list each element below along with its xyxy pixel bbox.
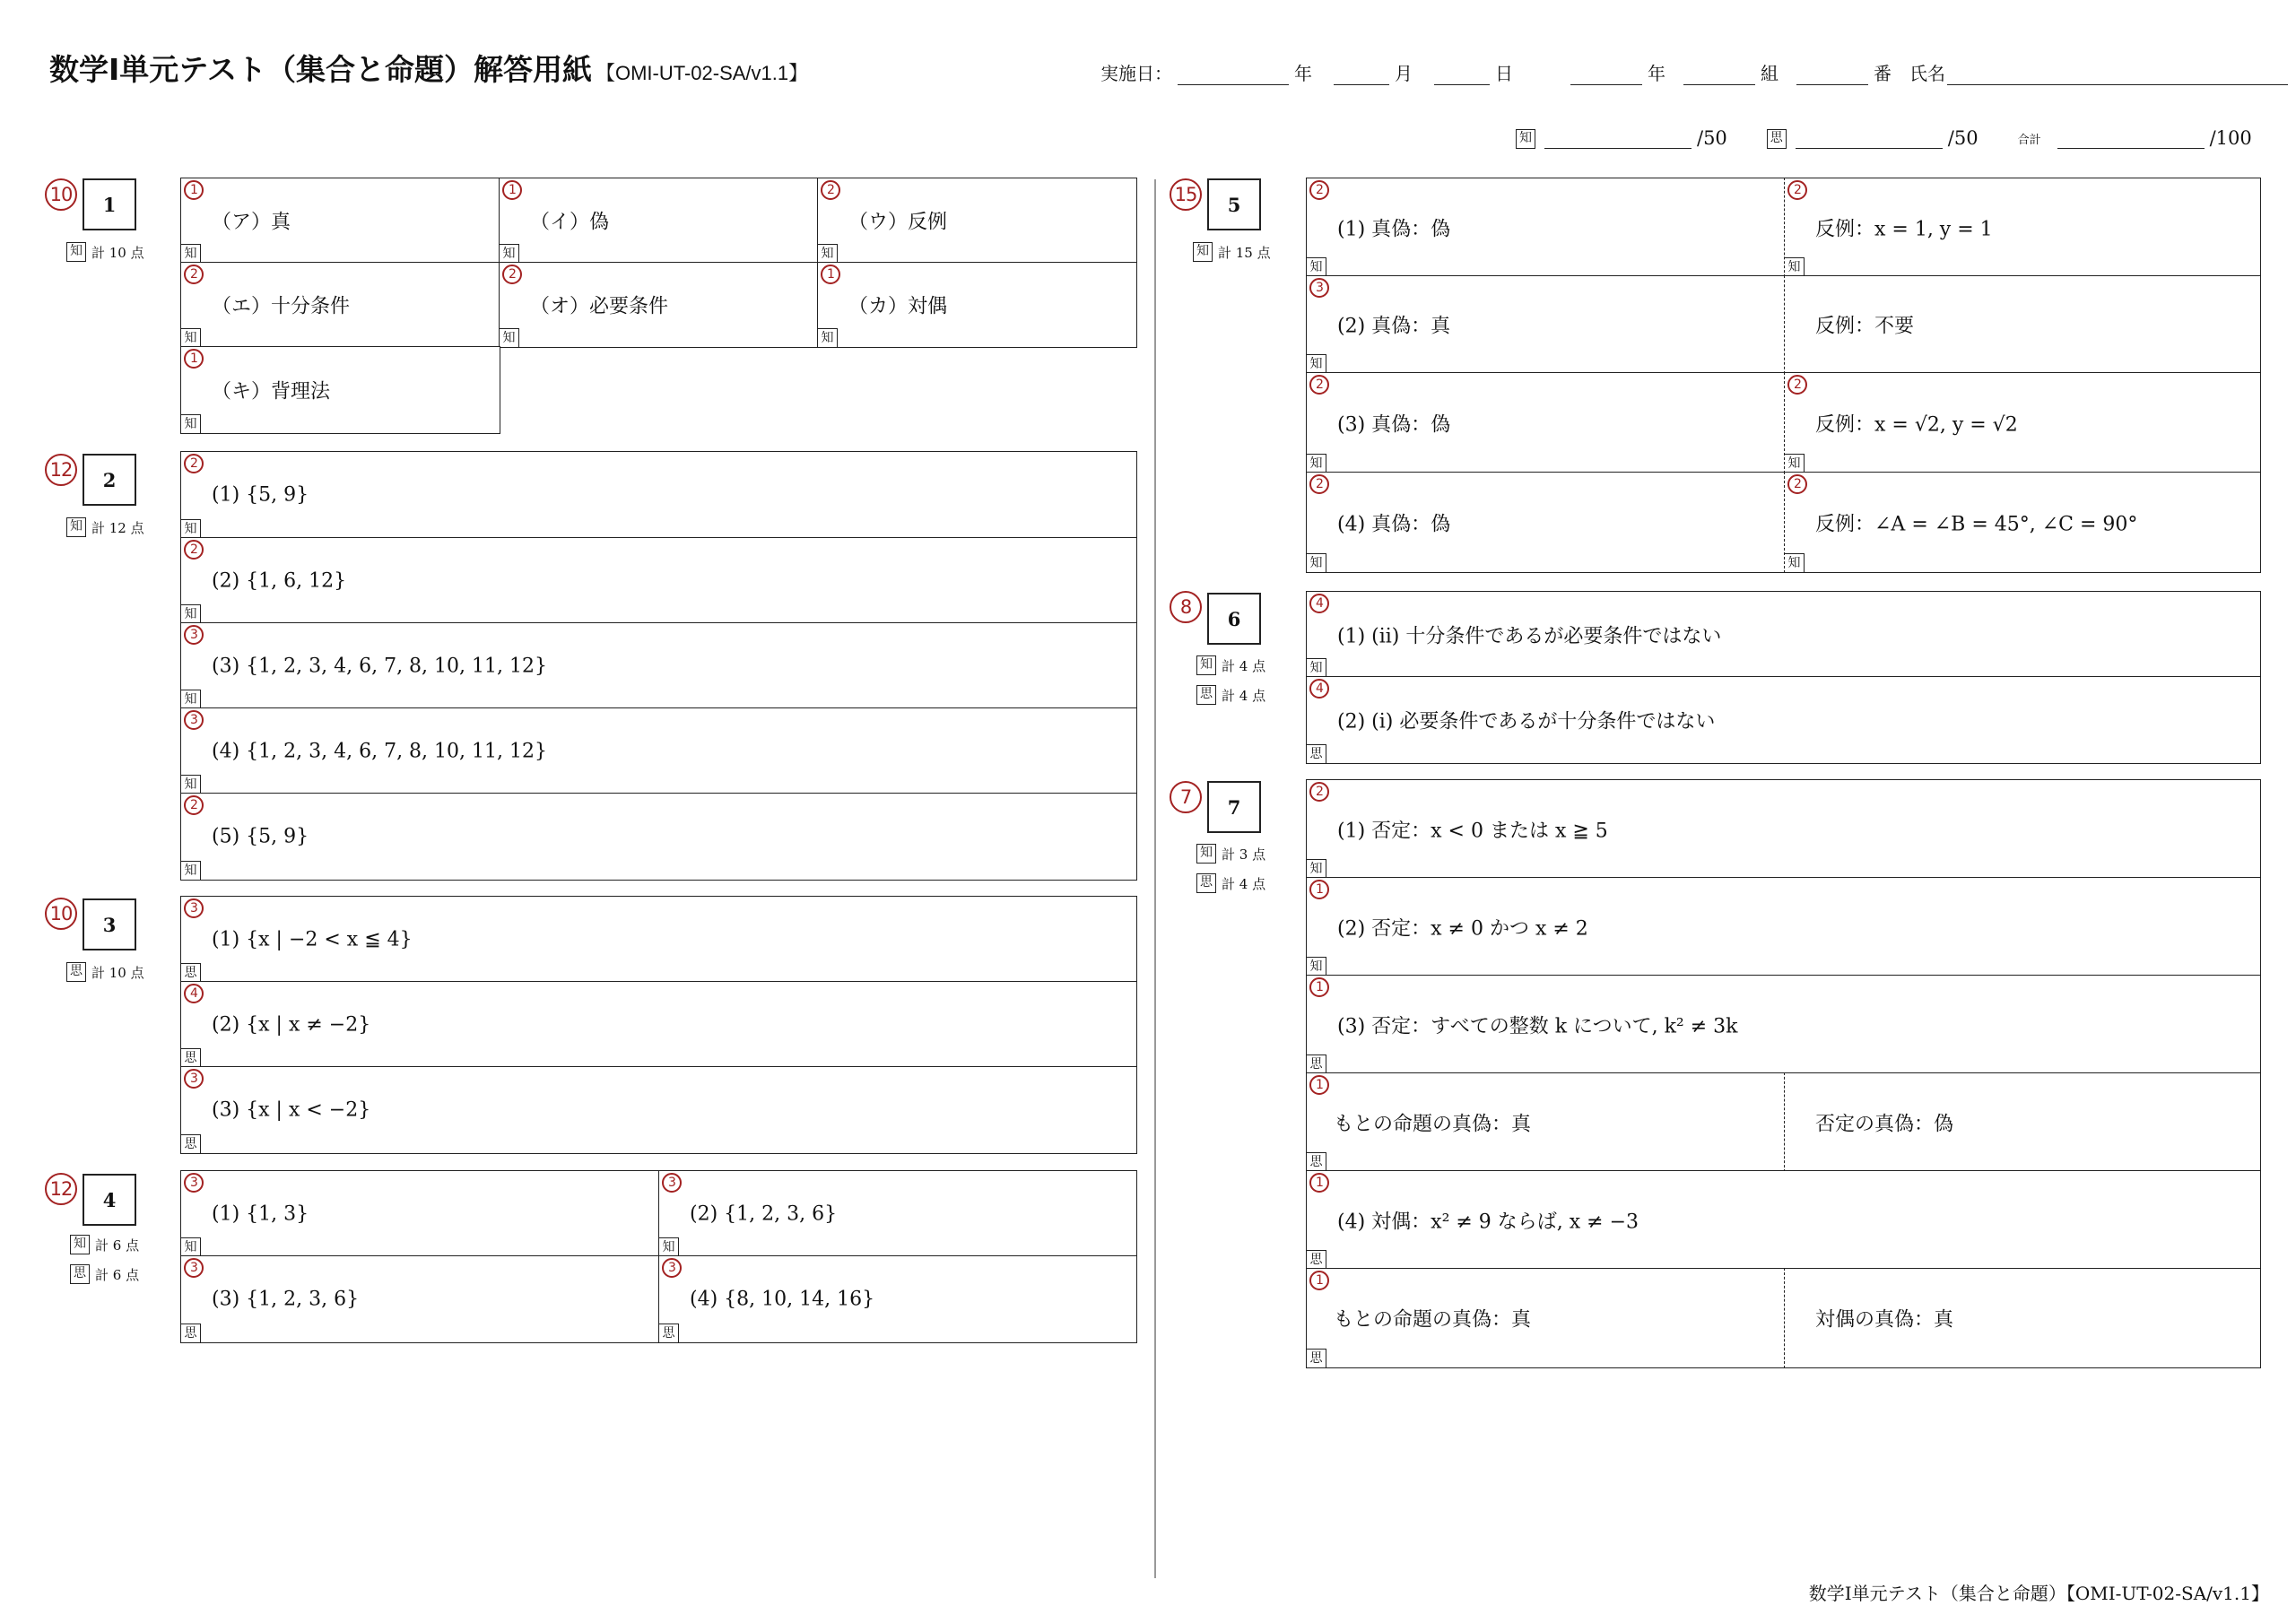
q3-points: 10 xyxy=(45,898,77,930)
points-circle: 3 xyxy=(184,1173,204,1193)
answer-text: 反例：x = √2, y = √2 xyxy=(1815,413,2018,436)
points-circle: 1 xyxy=(1309,1271,1329,1290)
q4-total-shi-label: 計 6 点 xyxy=(95,1266,140,1283)
grade-year-field[interactable] xyxy=(1570,65,1642,85)
q3-number: 3 xyxy=(83,898,136,950)
shi-tag: 思 xyxy=(659,1324,679,1342)
q6-total-ki-label: 計 4 点 xyxy=(1222,657,1266,674)
date-month-field[interactable] xyxy=(1334,65,1389,85)
shi-mark: 思 xyxy=(1767,129,1787,149)
answer-text: (4) {8, 10, 14, 16} xyxy=(690,1288,875,1311)
answer-text: （ウ）反例 xyxy=(848,211,948,234)
shi-mark: 思 xyxy=(70,1264,90,1284)
answer-text: (1) {1, 3} xyxy=(212,1202,309,1225)
ki-mark: 知 xyxy=(1193,242,1213,262)
answer-text: (1) {x | −2 < x ≦ 4} xyxy=(212,928,413,950)
points-circle: 3 xyxy=(184,898,204,918)
shi-tag: 思 xyxy=(1307,1152,1326,1171)
points-circle: 2 xyxy=(1309,180,1329,200)
ki-tag: 知 xyxy=(181,690,201,708)
q4-total-ki xyxy=(70,1235,139,1254)
ki-tag: 知 xyxy=(181,604,201,623)
grade-year-label: 年 xyxy=(1648,63,1665,84)
q3-answer-1[interactable] xyxy=(180,896,1137,983)
ki-mark: 知 xyxy=(1196,655,1216,675)
ki-tag: 知 xyxy=(1307,957,1326,976)
shi-mark: 思 xyxy=(66,962,86,982)
q5-counterexample-2[interactable] xyxy=(1784,275,2261,374)
q2-answer-4[interactable] xyxy=(180,707,1137,794)
ki-tag: 知 xyxy=(181,414,201,433)
day-label: 日 xyxy=(1495,63,1513,84)
date-label: 実施日： xyxy=(1100,63,1172,84)
answer-text: (1) 否定：x < 0 または x ≧ 5 xyxy=(1337,820,1608,842)
number-field[interactable] xyxy=(1796,65,1868,85)
q6-points: 8 xyxy=(1170,591,1202,623)
q1-answer-ka[interactable] xyxy=(817,262,1137,348)
q3-answer-2[interactable] xyxy=(180,981,1137,1068)
points-circle: 3 xyxy=(1309,278,1329,298)
shi-tag: 思 xyxy=(181,1048,201,1067)
q2-points: 12 xyxy=(45,454,77,486)
header-fields xyxy=(1100,59,2288,85)
q1-answer-u[interactable] xyxy=(817,178,1137,264)
q4-answer-1[interactable] xyxy=(180,1170,660,1257)
answer-text: (4) {1, 2, 3, 4, 6, 7, 8, 10, 11, 12} xyxy=(212,740,547,762)
points-circle: 4 xyxy=(1309,594,1329,613)
total-score-field[interactable] xyxy=(2057,130,2205,149)
q1-answer-ki[interactable] xyxy=(180,346,500,434)
answer-text: 反例：∠A = ∠B = 45°, ∠C = 90° xyxy=(1815,513,2138,535)
points-circle: 1 xyxy=(1309,1173,1329,1193)
points-circle: 1 xyxy=(1309,1075,1329,1095)
q4-answer-4[interactable] xyxy=(658,1255,1137,1343)
ki-tag: 知 xyxy=(181,244,201,263)
points-circle: 2 xyxy=(502,265,522,284)
answer-text: (3) 否定：すべての整数 k について, k² ≠ 3k xyxy=(1337,1015,1738,1037)
points-circle: 4 xyxy=(184,984,204,1003)
ki-tag: 知 xyxy=(818,328,838,347)
answer-text: (1) (ii) 十分条件であるが必要条件ではない xyxy=(1337,625,1722,647)
answer-text: （エ）十分条件 xyxy=(212,295,351,318)
q3-total xyxy=(66,962,144,982)
points-circle: 3 xyxy=(184,625,204,645)
ki-mark: 知 xyxy=(66,517,86,537)
points-circle: 3 xyxy=(184,1258,204,1278)
points-circle: 2 xyxy=(821,180,840,200)
ki-tag: 知 xyxy=(500,244,519,263)
document-code: 【OMI-UT-02-SA/v1.1】 xyxy=(595,62,809,84)
q4-number: 4 xyxy=(83,1174,136,1226)
q2-answer-2[interactable] xyxy=(180,537,1137,624)
q4-answer-3[interactable] xyxy=(180,1255,660,1343)
total-max: /100 xyxy=(2209,127,2252,149)
q2-total xyxy=(66,517,144,537)
number-label: 番 xyxy=(1874,63,1892,84)
answer-text: (2) 否定：x ≠ 0 かつ x ≠ 2 xyxy=(1337,917,1588,940)
answer-text: （ア）真 xyxy=(212,211,291,234)
shi-tag: 思 xyxy=(181,1324,201,1342)
q5-answer-3[interactable] xyxy=(1306,372,1786,473)
points-circle: 2 xyxy=(184,265,204,284)
q5-total xyxy=(1193,242,1271,262)
answer-text: (3) {1, 2, 3, 6} xyxy=(212,1288,360,1311)
ki-mark: 知 xyxy=(70,1235,90,1254)
q1-answer-o[interactable] xyxy=(499,262,819,348)
page-title: 数学Ⅰ単元テスト（集合と命題）解答用紙 【OMI-UT-02-SA/v1.1】 xyxy=(49,52,809,87)
points-circle: 2 xyxy=(1787,474,1807,494)
points-circle: 1 xyxy=(1309,977,1329,997)
q6-answer-1[interactable] xyxy=(1306,591,2261,678)
points-circle: 1 xyxy=(1309,880,1329,899)
answer-text: （イ）偽 xyxy=(530,211,610,234)
shi-mark: 思 xyxy=(1196,685,1216,705)
ki-tag: 知 xyxy=(1307,257,1326,276)
q4-total-shi xyxy=(70,1264,139,1284)
date-year-field[interactable] xyxy=(1178,65,1289,85)
footer: 数学Ⅰ単元テスト（集合と命題）【OMI-UT-02-SA/v1.1】 xyxy=(1808,1583,2269,1604)
points-circle: 2 xyxy=(184,454,204,473)
q6-total-ki xyxy=(1196,655,1265,675)
q3-answer-3[interactable] xyxy=(180,1066,1137,1154)
q2-total-label: 計 12 点 xyxy=(91,519,144,536)
ki-tag: 知 xyxy=(181,328,201,347)
name-label: 氏名 xyxy=(1909,63,1945,84)
month-label: 月 xyxy=(1395,63,1413,84)
q4-total-ki-label: 計 6 点 xyxy=(95,1237,140,1254)
score-line xyxy=(1516,127,2252,149)
ki-score-field[interactable] xyxy=(1544,130,1692,149)
shi-mark: 思 xyxy=(1196,873,1216,893)
answer-text: (2) {1, 6, 12} xyxy=(212,569,347,592)
answer-text: 反例：不要 xyxy=(1815,315,1915,338)
answer-text: もとの命題の真偽：真 xyxy=(1334,1308,1532,1332)
q6-number: 6 xyxy=(1207,593,1261,645)
answer-text: (3) {x | x < −2} xyxy=(212,1098,371,1122)
ki-max: /50 xyxy=(1697,127,1727,149)
q7-answer-3[interactable] xyxy=(1306,975,2261,1074)
answer-text: (2) {1, 2, 3, 6} xyxy=(690,1202,838,1225)
q5-counterexample-4[interactable] xyxy=(1784,472,2261,573)
q1-points: 10 xyxy=(45,178,77,211)
q7-truth-original-3[interactable] xyxy=(1306,1072,1786,1172)
q4-answer-2[interactable] xyxy=(658,1170,1137,1257)
q7-number: 7 xyxy=(1207,781,1261,833)
points-circle: 2 xyxy=(184,795,204,815)
total-label: 合計 xyxy=(2017,134,2041,147)
q1-answer-e[interactable] xyxy=(180,262,500,348)
column-divider xyxy=(1154,179,1156,1578)
points-circle: 1 xyxy=(184,180,204,200)
q7-truth-original-4[interactable] xyxy=(1306,1268,1786,1368)
q7-answer-4[interactable] xyxy=(1306,1170,2261,1270)
q2-answer-5[interactable] xyxy=(180,793,1137,881)
q1-total-label: 計 10 点 xyxy=(91,244,144,261)
ki-mark: 知 xyxy=(1516,129,1535,149)
shi-tag: 思 xyxy=(181,963,201,982)
points-circle: 4 xyxy=(1309,679,1329,699)
ki-mark: 知 xyxy=(66,242,86,262)
points-circle: 1 xyxy=(502,180,522,200)
answer-text: (3) 真偽：偽 xyxy=(1337,413,1451,436)
q7-total-shi xyxy=(1196,873,1265,893)
points-circle: 3 xyxy=(184,710,204,730)
answer-text: （カ）対偶 xyxy=(848,295,948,318)
shi-tag: 思 xyxy=(181,1134,201,1153)
q1-answer-a[interactable] xyxy=(180,178,500,264)
q7-total-shi-label: 計 4 点 xyxy=(1222,875,1266,892)
ki-tag: 知 xyxy=(1785,257,1805,276)
q2-answer-3[interactable] xyxy=(180,622,1137,709)
points-circle: 1 xyxy=(184,349,204,369)
shi-max: /50 xyxy=(1947,127,1979,149)
ki-tag: 知 xyxy=(500,328,519,347)
ki-tag: 知 xyxy=(181,775,201,794)
ki-tag: 知 xyxy=(1307,859,1326,878)
answer-text: (1) 真偽：偽 xyxy=(1337,218,1451,240)
class-label: 組 xyxy=(1761,63,1779,84)
shi-tag: 思 xyxy=(1307,1055,1326,1073)
q5-answer-1[interactable] xyxy=(1306,178,1786,277)
q6-total-shi xyxy=(1196,685,1265,705)
answer-text: 反例：x = 1, y = 1 xyxy=(1815,218,1993,240)
points-circle: 3 xyxy=(662,1173,682,1193)
q1-answer-i[interactable] xyxy=(499,178,819,264)
q7-answer-2[interactable] xyxy=(1306,877,2261,976)
ki-tag: 知 xyxy=(659,1237,679,1256)
q4-points: 12 xyxy=(45,1173,77,1205)
year-label: 年 xyxy=(1294,63,1312,84)
answer-text: (2) {x | x ≠ −2} xyxy=(212,1013,371,1036)
q2-answer-1[interactable] xyxy=(180,451,1137,539)
ki-tag: 知 xyxy=(181,861,201,880)
q3-total-label: 計 10 点 xyxy=(91,964,144,981)
ki-tag: 知 xyxy=(1307,658,1326,677)
q5-total-label: 計 15 点 xyxy=(1218,244,1271,261)
shi-tag: 思 xyxy=(1307,1250,1326,1269)
answer-text: (4) 真偽：偽 xyxy=(1337,513,1451,535)
points-circle: 2 xyxy=(1309,474,1329,494)
q7-truth-negation-3[interactable] xyxy=(1784,1072,2261,1172)
answer-text: (3) {1, 2, 3, 4, 6, 7, 8, 10, 11, 12} xyxy=(212,655,547,677)
points-circle: 2 xyxy=(1787,375,1807,395)
answer-text: 対偶の真偽：真 xyxy=(1815,1308,1954,1332)
points-circle: 1 xyxy=(821,265,840,284)
q1-total xyxy=(66,242,144,262)
answer-text: 否定の真偽：偽 xyxy=(1815,1113,1954,1135)
ki-mark: 知 xyxy=(1196,844,1216,864)
answer-text: (2) (i) 必要条件であるが十分条件ではない xyxy=(1337,710,1716,733)
ki-tag: 知 xyxy=(1307,454,1326,473)
shi-tag: 思 xyxy=(1307,744,1326,763)
ki-tag: 知 xyxy=(1307,553,1326,572)
answer-text: (4) 対偶：x² ≠ 9 ならば, x ≠ −3 xyxy=(1337,1211,1639,1233)
ki-tag: 知 xyxy=(1785,553,1805,572)
ki-tag: 知 xyxy=(1307,354,1326,373)
points-circle: 3 xyxy=(184,1069,204,1089)
q2-number: 2 xyxy=(83,454,136,506)
q1-number: 1 xyxy=(83,178,136,230)
points-circle: 2 xyxy=(1309,782,1329,802)
q5-answer-4[interactable] xyxy=(1306,472,1786,573)
date-day-field[interactable] xyxy=(1434,65,1490,85)
answer-text: もとの命題の真偽：真 xyxy=(1334,1113,1532,1135)
points-circle: 2 xyxy=(1787,180,1807,200)
ki-tag: 知 xyxy=(181,519,201,538)
q6-total-shi-label: 計 4 点 xyxy=(1222,687,1266,704)
shi-score-field[interactable] xyxy=(1796,130,1943,149)
name-field[interactable] xyxy=(1947,65,2288,85)
class-field[interactable] xyxy=(1683,65,1755,85)
shi-tag: 思 xyxy=(1307,1349,1326,1367)
q7-total-ki xyxy=(1196,844,1265,864)
q5-counterexample-1[interactable] xyxy=(1784,178,2261,277)
q7-points: 7 xyxy=(1170,781,1202,813)
points-circle: 2 xyxy=(184,540,204,560)
q7-total-ki-label: 計 3 点 xyxy=(1222,846,1266,863)
q7-answer-1[interactable] xyxy=(1306,779,2261,879)
q5-number: 5 xyxy=(1207,178,1261,230)
answer-text: （キ）背理法 xyxy=(212,380,331,404)
q5-answer-2[interactable] xyxy=(1306,275,1786,374)
answer-text: (5) {5, 9} xyxy=(212,825,309,848)
ki-tag: 知 xyxy=(181,1237,201,1256)
answer-text: (2) 真偽：真 xyxy=(1337,315,1451,338)
q5-points: 15 xyxy=(1170,178,1202,211)
points-circle: 2 xyxy=(1309,375,1329,395)
answer-text: (1) {5, 9} xyxy=(212,483,309,507)
q5-counterexample-3[interactable] xyxy=(1784,372,2261,473)
q6-answer-2[interactable] xyxy=(1306,676,2261,764)
ki-tag: 知 xyxy=(818,244,838,263)
q7-truth-contrapositive-4[interactable] xyxy=(1784,1268,2261,1368)
ki-tag: 知 xyxy=(1785,454,1805,473)
answer-text: （オ）必要条件 xyxy=(530,295,669,318)
points-circle: 3 xyxy=(662,1258,682,1278)
